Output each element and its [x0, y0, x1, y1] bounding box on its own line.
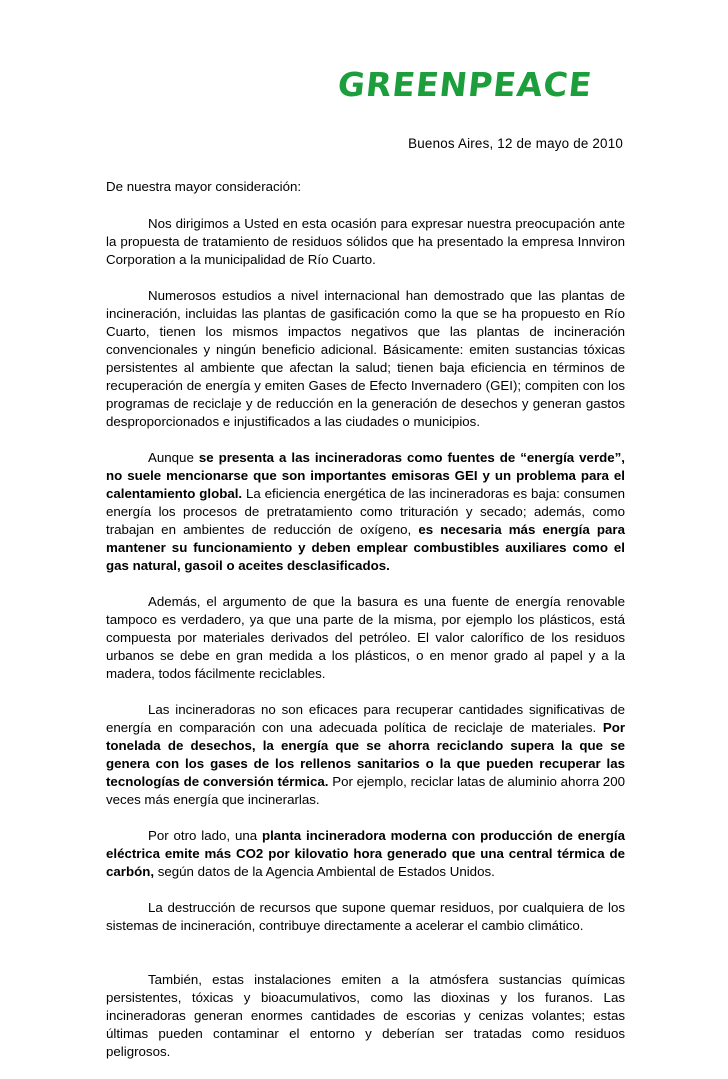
paragraph-4: Además, el argumento de que la basura es una fuente de energía renovable tampoco es verdadero, ya que una parte de la misma, por ejemplo los plásticos, está compuesta por materiales derivados del petróleo. El valor calorífico de los residuos urbanos se debe en gran medida a los plásticos, o en menor grado al papel y a la madera, todos fácilmente reciclables. [106, 594, 625, 681]
paragraph-3 [106, 449, 625, 575]
paragraph-5-bold: Por tonelada de desechos, la energía que se ahorra reciclando supera la que se genera con los gases de los rellenos sanitarios o la que pueden recuperar las tecnologías de conversión térmica. [106, 720, 625, 789]
paragraph-6-bold: planta incineradora moderna con producción de energía eléctrica emite más CO2 por kilovatio hora generado que una central térmica de carbón, [106, 828, 625, 879]
paragraph-3-bold: se presenta a las incineradoras como fuentes de “energía verde”, no suele mencionarse que son importantes emisoras GEI y un problema para el calentamiento global. [106, 450, 625, 501]
paragraph-8: También, estas instalaciones emiten a la atmósfera sustancias químicas persistentes, tóxicas y bioacumulativos, como las dioxinas y los furanos. Las incineradoras generan enormes cantidades de escorias y cenizas volantes; estas últimas pueden contaminar el entorno y deberían ser tratadas como residuos peligrosos. [106, 972, 625, 1059]
paragraph-7: La destrucción de recursos que supone quemar residuos, por cualquiera de los sistemas de incineración, contribuye directamente a acelerar el cambio climático. [106, 900, 625, 933]
paragraph-6-text: Por otro lado, una [148, 828, 262, 843]
paragraph-1: Nos dirigimos a Usted en esta ocasión para expresar nuestra preocupación ante la propuesta de tratamiento de residuos sólidos que ha presentado la empresa Innviron Corporation a la municipalidad de Río Cuarto. [106, 216, 625, 267]
greenpeace-logo: GREENPEACE [335, 65, 595, 104]
paragraph-6 [106, 827, 625, 881]
letter-date: Buenos Aires, 12 de mayo de 2010 [408, 136, 623, 151]
paragraph-3-text: Aunque [148, 450, 199, 465]
paragraph-5-text: Las incineradoras no son eficaces para recuperar cantidades significativas de energía en comparación con una adecuada política de reciclaje de materiales. [106, 702, 625, 735]
paragraph-5-text: Por ejemplo, reciclar latas de aluminio ahorra 200 veces más energía que incinerarlas. [106, 774, 625, 807]
letter-body [106, 178, 625, 1079]
paragraph-6-text: según datos de la Agencia Ambiental de Estados Unidos. [154, 864, 495, 879]
paragraph-3-bold: es necesaria más energía para mantener su funcionamiento y deben emplear combustibles auxiliares como el gas natural, gasoil o aceites desclasificados. [106, 522, 625, 573]
salutation: De nuestra mayor consideración: [106, 179, 302, 194]
paragraph-5 [106, 701, 625, 809]
paragraph-3-text: La eficiencia energética de las incineradoras es baja: consumen energía los procesos de pretratamiento como trituración y secado; además, como trabajan en ambientes de reducción de oxígeno, [106, 486, 625, 537]
paragraph-2: Numerosos estudios a nivel internacional han demostrado que las plantas de incineración, incluidas las plantas de gasificación como la que se ha propuesto en Río Cuarto, tienen los mismos impactos negativos que las plantas de incineración convencionales y ningún beneficio adicional. Básicamente: emiten sustancias tóxicas persistentes al ambiente que afectan la salud; tienen baja eficiencia en términos de recuperación de energía y emiten Gases de Efecto Invernadero (GEI); compiten con los programas de reciclaje y de reducción en la generación de desechos y generan gastos desproporcionados e injustificados a las ciudades o municipios. [106, 288, 625, 429]
